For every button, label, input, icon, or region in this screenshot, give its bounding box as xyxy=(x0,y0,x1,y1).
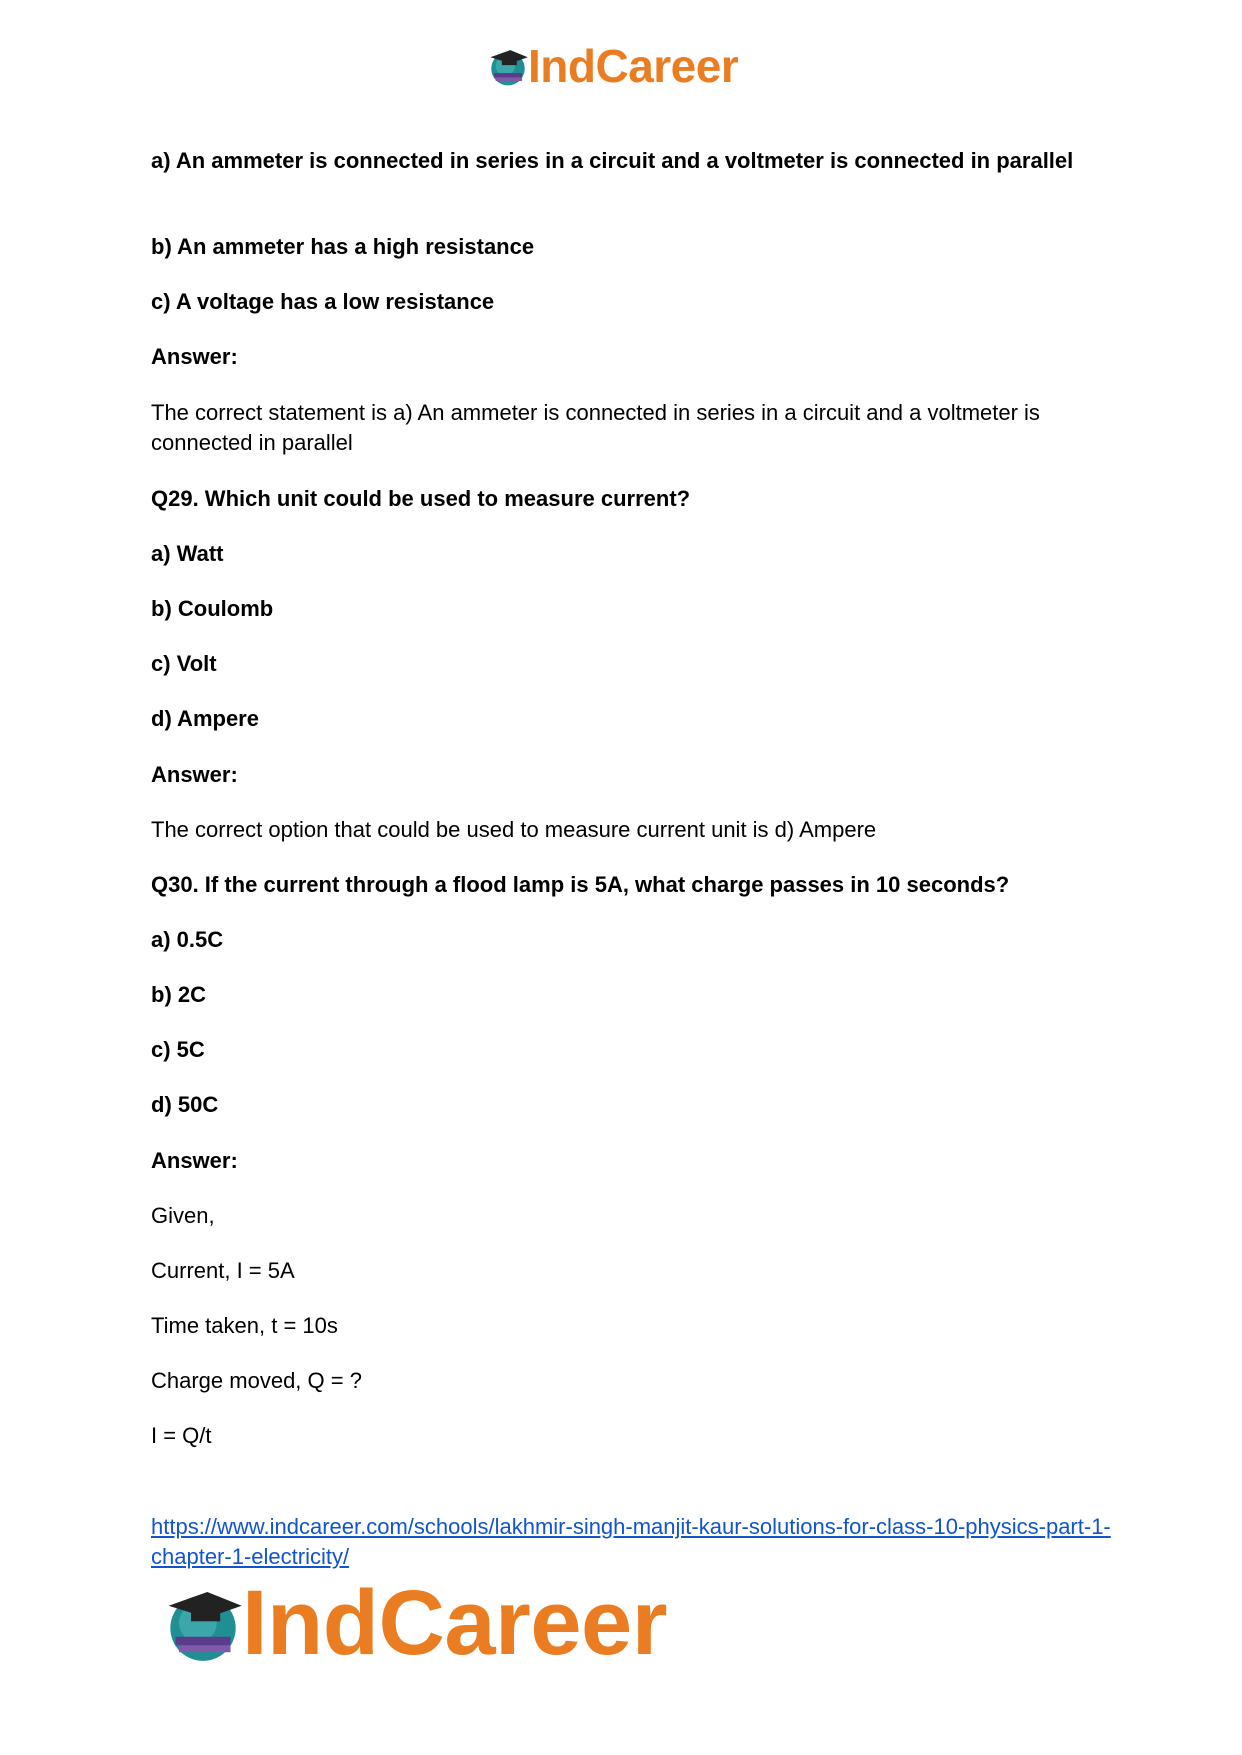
option-a-line: a) 0.5C xyxy=(151,927,224,952)
option-b-line: b) 2C xyxy=(151,982,206,1007)
header-logo xyxy=(486,40,739,92)
answer-label: Answer: xyxy=(151,762,238,787)
option-d-line: d) 50C xyxy=(151,1092,219,1117)
option-b-line: b) Coulomb xyxy=(151,596,274,621)
option-a-line: a) An ammeter is connected in series in a circuit and a voltmeter is connected in parallel xyxy=(151,148,1074,173)
option-b-line: b) An ammeter has a high resistance xyxy=(151,234,535,259)
answer-label: Answer: xyxy=(151,344,238,369)
option-d-line: d) Ampere xyxy=(151,706,259,731)
brand-name: IndCareer xyxy=(242,1572,667,1674)
brand-name: IndCareer xyxy=(528,40,739,92)
time-line: Time taken, t = 10s xyxy=(151,1313,338,1338)
graduation-cap-globe-icon xyxy=(160,1580,246,1666)
answer-text: The correct statement is a) An ammeter is connected in series in a circuit and a voltmeter is connected in parallel xyxy=(151,400,1040,455)
footer-link[interactable]: https://www.indcareer.com/schools/lakhmir-singh-manjit-kaur-solutions-for-class-10-physics-part-1-chapter-1-electricity/ xyxy=(151,1514,1111,1569)
answer-text: The correct option that could be used to measure current unit is d) Ampere xyxy=(151,817,877,842)
footer-logo xyxy=(160,1572,667,1674)
question-30: Q30. If the current through a flood lamp is 5A, what charge passes in 10 seconds? xyxy=(151,872,1010,897)
answer-label: Answer: xyxy=(151,1148,238,1173)
option-c-line: c) A voltage has a low resistance xyxy=(151,289,495,314)
current-line: Current, I = 5A xyxy=(151,1258,295,1283)
graduation-cap-globe-icon xyxy=(486,44,530,88)
question-29: Q29. Which unit could be used to measure current? xyxy=(151,486,691,511)
option-c-line: c) 5C xyxy=(151,1037,205,1062)
charge-line: Charge moved, Q = ? xyxy=(151,1368,362,1393)
option-a-line: a) Watt xyxy=(151,541,224,566)
option-c-line: c) Volt xyxy=(151,651,217,676)
given-line: Given, xyxy=(151,1203,215,1228)
formula-line: I = Q/t xyxy=(151,1423,212,1448)
